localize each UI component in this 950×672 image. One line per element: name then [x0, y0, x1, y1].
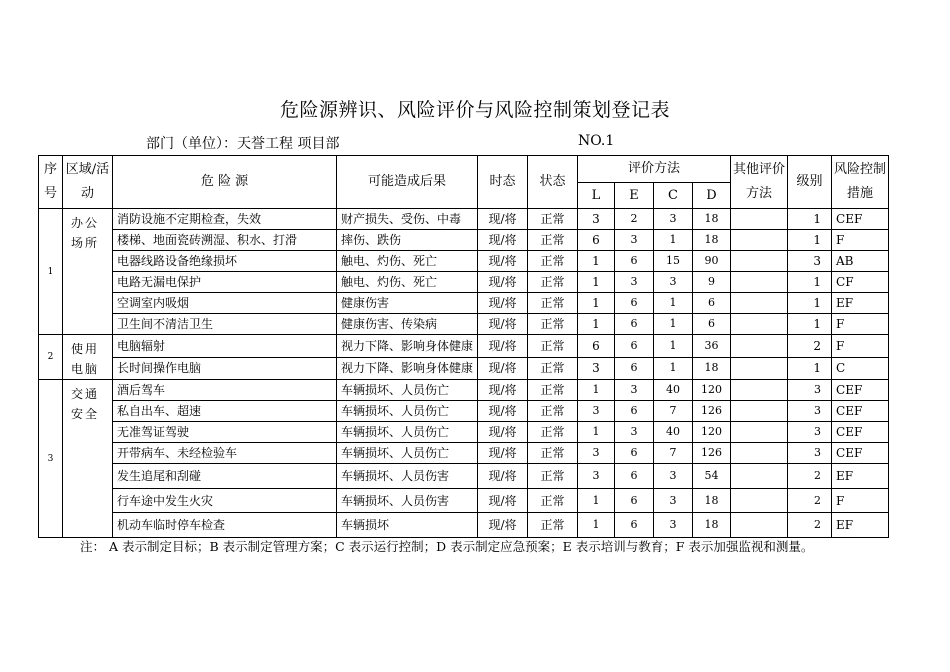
- cell-d: 6: [693, 293, 731, 314]
- cell-level: 1: [788, 293, 832, 314]
- header-area: 区域/活动: [63, 156, 113, 209]
- cell-c: 1: [654, 357, 693, 380]
- cell-state: 正常: [528, 293, 578, 314]
- cell-e: 3: [615, 380, 654, 401]
- department-label: 部门（单位）：天誉工程 项目部: [146, 136, 340, 152]
- cell-state: 正常: [528, 422, 578, 443]
- cell-l: 1: [578, 422, 615, 443]
- header-other-method: 其他评价方法: [731, 156, 788, 209]
- cell-l: 1: [578, 293, 615, 314]
- header-measures: 风险控制措施: [832, 156, 889, 209]
- table-row: [39, 357, 889, 380]
- header-d: D: [693, 183, 731, 209]
- cell-e: 6: [615, 513, 654, 538]
- cell-hazard: 私自出车、超速: [113, 401, 337, 422]
- cell-level: 3: [788, 251, 832, 272]
- cell-level: 2: [788, 513, 832, 538]
- cell-state: 正常: [528, 443, 578, 464]
- cell-c: 1: [654, 230, 693, 251]
- table-row: [39, 209, 889, 230]
- cell-measures: CEF: [832, 209, 889, 230]
- cell-hazard: 开带病车、未经检验车: [113, 443, 337, 464]
- cell-hazard: 消防设施不定期检查，失效: [113, 209, 337, 230]
- cell-consequence: 视力下降、影响身体健康: [337, 335, 478, 358]
- cell-state: 正常: [528, 380, 578, 401]
- register-body: [39, 209, 889, 538]
- cell-consequence: 车辆损坏、人员伤亡: [337, 380, 478, 401]
- cell-c: 3: [654, 209, 693, 230]
- cell-tense: 现/将: [478, 401, 528, 422]
- cell-state: 正常: [528, 489, 578, 513]
- cell-tense: 现/将: [478, 272, 528, 293]
- cell-hazard: 电路无漏电保护: [113, 272, 337, 293]
- cell-other: [731, 251, 788, 272]
- cell-tense: 现/将: [478, 335, 528, 358]
- cell-level: 3: [788, 380, 832, 401]
- cell-l: 1: [578, 314, 615, 335]
- cell-tense: 现/将: [478, 489, 528, 513]
- cell-measures: CF: [832, 272, 889, 293]
- cell-measures: EF: [832, 464, 889, 489]
- cell-c: 3: [654, 464, 693, 489]
- cell-hazard: 空调室内吸烟: [113, 293, 337, 314]
- header-l: L: [578, 183, 615, 209]
- header-consequence: 可能造成后果: [337, 156, 478, 209]
- cell-consequence: 车辆损坏、人员伤亡: [337, 422, 478, 443]
- cell-d: 126: [693, 401, 731, 422]
- cell-level: 3: [788, 401, 832, 422]
- cell-other: [731, 293, 788, 314]
- cell-l: 3: [578, 209, 615, 230]
- cell-d: 126: [693, 443, 731, 464]
- cell-level: 1: [788, 357, 832, 380]
- group-area: 办公场所: [63, 209, 113, 335]
- hazard-register-table: [38, 155, 889, 538]
- cell-tense: 现/将: [478, 357, 528, 380]
- header-eval-method: 评价方法: [578, 156, 731, 183]
- cell-e: 3: [615, 272, 654, 293]
- header-level: 级别: [788, 156, 832, 209]
- cell-e: 2: [615, 209, 654, 230]
- cell-measures: F: [832, 230, 889, 251]
- cell-other: [731, 401, 788, 422]
- header-e: E: [615, 183, 654, 209]
- cell-other: [731, 443, 788, 464]
- cell-d: 18: [693, 489, 731, 513]
- cell-e: 6: [615, 251, 654, 272]
- header-tense: 时态: [478, 156, 528, 209]
- cell-measures: EF: [832, 293, 889, 314]
- cell-measures: CEF: [832, 422, 889, 443]
- cell-c: 1: [654, 335, 693, 358]
- cell-consequence: 视力下降、影响身体健康: [337, 357, 478, 380]
- cell-level: 2: [788, 464, 832, 489]
- cell-e: 6: [615, 293, 654, 314]
- cell-d: 18: [693, 513, 731, 538]
- cell-measures: CEF: [832, 443, 889, 464]
- cell-c: 1: [654, 293, 693, 314]
- cell-state: 正常: [528, 357, 578, 380]
- cell-tense: 现/将: [478, 513, 528, 538]
- cell-c: 7: [654, 443, 693, 464]
- cell-c: 15: [654, 251, 693, 272]
- table-row: [39, 489, 889, 513]
- cell-state: 正常: [528, 335, 578, 358]
- cell-hazard: 行车途中发生火灾: [113, 489, 337, 513]
- table-row: [39, 464, 889, 489]
- cell-hazard: 卫生间不清洁卫生: [113, 314, 337, 335]
- cell-l: 6: [578, 230, 615, 251]
- cell-consequence: 车辆损坏、人员伤害: [337, 464, 478, 489]
- cell-e: 6: [615, 335, 654, 358]
- cell-tense: 现/将: [478, 464, 528, 489]
- cell-l: 1: [578, 489, 615, 513]
- cell-measures: EF: [832, 513, 889, 538]
- cell-state: 正常: [528, 464, 578, 489]
- table-row: [39, 251, 889, 272]
- cell-consequence: 健康伤害: [337, 293, 478, 314]
- header-hazard: 危 险 源: [113, 156, 337, 209]
- cell-d: 9: [693, 272, 731, 293]
- cell-c: 3: [654, 272, 693, 293]
- cell-other: [731, 464, 788, 489]
- cell-other: [731, 357, 788, 380]
- cell-consequence: 触电、灼伤、死亡: [337, 272, 478, 293]
- cell-l: 3: [578, 357, 615, 380]
- cell-d: 18: [693, 209, 731, 230]
- cell-measures: AB: [832, 251, 889, 272]
- cell-state: 正常: [528, 314, 578, 335]
- cell-tense: 现/将: [478, 230, 528, 251]
- cell-consequence: 车辆损坏、人员伤害: [337, 489, 478, 513]
- cell-hazard: 酒后驾车: [113, 380, 337, 401]
- header-seq: 序号: [39, 156, 63, 209]
- table-row: [39, 380, 889, 401]
- cell-hazard: 长时间操作电脑: [113, 357, 337, 380]
- cell-other: [731, 230, 788, 251]
- cell-tense: 现/将: [478, 209, 528, 230]
- cell-tense: 现/将: [478, 443, 528, 464]
- cell-tense: 现/将: [478, 314, 528, 335]
- cell-state: 正常: [528, 209, 578, 230]
- cell-other: [731, 380, 788, 401]
- cell-level: 1: [788, 272, 832, 293]
- cell-hazard: 电脑辐射: [113, 335, 337, 358]
- cell-c: 7: [654, 401, 693, 422]
- cell-other: [731, 422, 788, 443]
- cell-measures: C: [832, 357, 889, 380]
- cell-state: 正常: [528, 401, 578, 422]
- cell-state: 正常: [528, 251, 578, 272]
- table-row: [39, 401, 889, 422]
- cell-state: 正常: [528, 230, 578, 251]
- table-row: [39, 230, 889, 251]
- cell-c: 3: [654, 513, 693, 538]
- cell-consequence: 触电、灼伤、死亡: [337, 251, 478, 272]
- cell-other: [731, 489, 788, 513]
- cell-d: 120: [693, 422, 731, 443]
- group-area: 使用电脑: [63, 335, 113, 380]
- page-title: 危险源辨识、风险评价与风险控制策划登记表: [279, 99, 670, 121]
- cell-e: 3: [615, 422, 654, 443]
- cell-d: 36: [693, 335, 731, 358]
- cell-l: 1: [578, 380, 615, 401]
- cell-d: 90: [693, 251, 731, 272]
- cell-c: 1: [654, 314, 693, 335]
- cell-d: 18: [693, 357, 731, 380]
- cell-level: 2: [788, 489, 832, 513]
- cell-level: 1: [788, 209, 832, 230]
- cell-d: 18: [693, 230, 731, 251]
- cell-d: 54: [693, 464, 731, 489]
- cell-consequence: 车辆损坏、人员伤亡: [337, 443, 478, 464]
- group-seq: 2: [39, 335, 63, 380]
- cell-level: 1: [788, 230, 832, 251]
- cell-other: [731, 335, 788, 358]
- cell-level: 1: [788, 314, 832, 335]
- cell-l: 3: [578, 443, 615, 464]
- footnote: 注： A 表示制定目标；B 表示制定管理方案；C 表示运行控制；D 表示制定应急预案；E 表示培训与教育；F 表示加强监视和测量。: [80, 539, 814, 554]
- cell-tense: 现/将: [478, 380, 528, 401]
- cell-other: [731, 209, 788, 230]
- cell-l: 1: [578, 251, 615, 272]
- header-state: 状态: [528, 156, 578, 209]
- table-row: [39, 422, 889, 443]
- table-row: [39, 335, 889, 358]
- cell-measures: CEF: [832, 380, 889, 401]
- cell-c: 40: [654, 422, 693, 443]
- cell-consequence: 车辆损坏、人员伤亡: [337, 401, 478, 422]
- cell-measures: F: [832, 335, 889, 358]
- group-seq: 3: [39, 380, 63, 538]
- form-number: NO.1: [578, 133, 615, 149]
- cell-other: [731, 272, 788, 293]
- cell-other: [731, 314, 788, 335]
- cell-consequence: 摔伤、跌伤: [337, 230, 478, 251]
- table-row: [39, 443, 889, 464]
- cell-e: 6: [615, 443, 654, 464]
- cell-l: 1: [578, 272, 615, 293]
- cell-e: 6: [615, 314, 654, 335]
- cell-e: 6: [615, 401, 654, 422]
- cell-hazard: 机动车临时停车检查: [113, 513, 337, 538]
- cell-e: 3: [615, 230, 654, 251]
- cell-c: 3: [654, 489, 693, 513]
- cell-l: 6: [578, 335, 615, 358]
- cell-measures: CEF: [832, 401, 889, 422]
- cell-tense: 现/将: [478, 293, 528, 314]
- header-c: C: [654, 183, 693, 209]
- cell-l: 3: [578, 464, 615, 489]
- cell-l: 3: [578, 401, 615, 422]
- cell-measures: F: [832, 314, 889, 335]
- cell-d: 6: [693, 314, 731, 335]
- cell-consequence: 财产损失、受伤、中毒: [337, 209, 478, 230]
- group-seq: 1: [39, 209, 63, 335]
- cell-hazard: 电器线路设备绝缘损坏: [113, 251, 337, 272]
- cell-e: 6: [615, 489, 654, 513]
- cell-d: 120: [693, 380, 731, 401]
- table-row: [39, 272, 889, 293]
- cell-hazard: 无准驾证驾驶: [113, 422, 337, 443]
- cell-hazard: 发生追尾和刮碰: [113, 464, 337, 489]
- cell-hazard: 楼梯、地面瓷砖溯湿、积水、打滑: [113, 230, 337, 251]
- cell-consequence: 健康伤害、传染病: [337, 314, 478, 335]
- cell-level: 2: [788, 335, 832, 358]
- cell-state: 正常: [528, 513, 578, 538]
- cell-e: 6: [615, 357, 654, 380]
- table-row: [39, 513, 889, 538]
- cell-level: 3: [788, 422, 832, 443]
- cell-tense: 现/将: [478, 422, 528, 443]
- table-row: [39, 314, 889, 335]
- cell-state: 正常: [528, 272, 578, 293]
- cell-other: [731, 513, 788, 538]
- group-area: 交通安全: [63, 380, 113, 538]
- cell-consequence: 车辆损坏: [337, 513, 478, 538]
- cell-tense: 现/将: [478, 251, 528, 272]
- cell-level: 3: [788, 443, 832, 464]
- cell-l: 1: [578, 513, 615, 538]
- cell-e: 6: [615, 464, 654, 489]
- table-row: [39, 293, 889, 314]
- cell-c: 40: [654, 380, 693, 401]
- cell-measures: F: [832, 489, 889, 513]
